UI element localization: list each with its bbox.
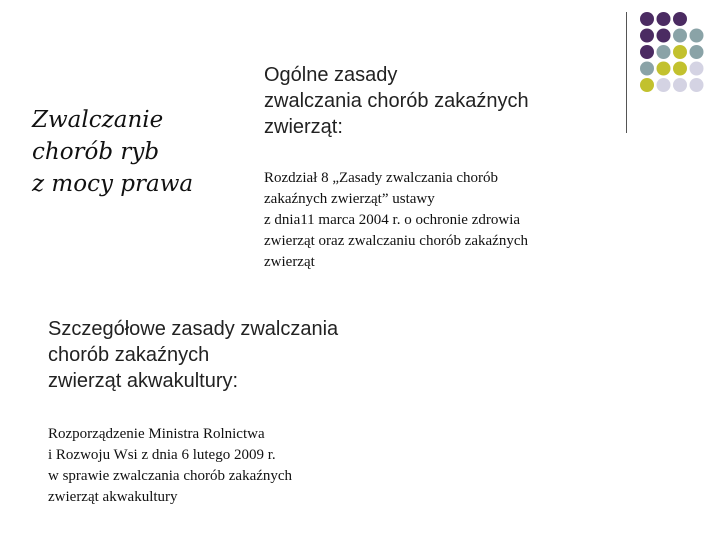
decorative-dot	[673, 45, 687, 59]
body-line: zwierząt oraz zwalczaniu chorób zakaźnych	[264, 233, 529, 249]
title-line: Zwalczanie	[32, 107, 164, 133]
decorative-dot	[690, 29, 704, 43]
title-line: chorób ryb	[32, 139, 160, 165]
heading-line: zwierząt akwakultury:	[48, 370, 239, 392]
decorative-dot	[673, 12, 687, 26]
section1-heading	[264, 62, 529, 140]
body-line: i Rozwoju Wsi z dnia 6 lutego 2009 r.	[48, 447, 276, 463]
slide-title	[32, 104, 232, 200]
heading-line: chorób zakaźnych	[48, 344, 210, 366]
body-line: Rozporządzenie Ministra Rolnictwa	[48, 426, 265, 442]
section2-heading	[48, 316, 338, 394]
decorative-dot	[657, 29, 671, 43]
body-line: z dnia11 marca 2004 r. o ochronie zdrowia	[264, 212, 521, 228]
heading-line: Szczegółowe zasady zwalczania	[48, 318, 339, 340]
title-line: z mocy prawa	[32, 171, 194, 197]
decorative-dot	[690, 62, 704, 76]
heading-line: zwalczania chorób zakaźnych	[264, 90, 529, 112]
decorative-dot	[657, 12, 671, 26]
decorative-dot	[640, 45, 654, 59]
section1-body	[264, 168, 528, 273]
vertical-divider	[626, 12, 627, 133]
heading-line: zwierząt:	[264, 116, 343, 138]
decorative-dot	[640, 78, 654, 92]
body-line: zwierząt	[264, 254, 315, 270]
decorative-dot	[657, 62, 671, 76]
decorative-dot	[640, 29, 654, 43]
decorative-dot	[690, 78, 704, 92]
decorative-dot	[673, 62, 687, 76]
section2-body	[48, 424, 292, 508]
decorative-dot	[640, 62, 654, 76]
heading-line: Ogólne zasady	[264, 64, 398, 86]
body-line: zakaźnych zwierząt” ustawy	[264, 191, 435, 207]
decorative-dot	[690, 45, 704, 59]
body-line: zwierząt akwakultury	[48, 489, 178, 505]
body-line: w sprawie zwalczania chorób zakaźnych	[48, 468, 293, 484]
decorative-dot	[673, 78, 687, 92]
decorative-dot	[640, 12, 654, 26]
decorative-dot	[673, 29, 687, 43]
body-line: Rozdział 8 „Zasady zwalczania chorób	[264, 170, 499, 186]
decorative-dot	[657, 78, 671, 92]
decorative-dot	[657, 45, 671, 59]
